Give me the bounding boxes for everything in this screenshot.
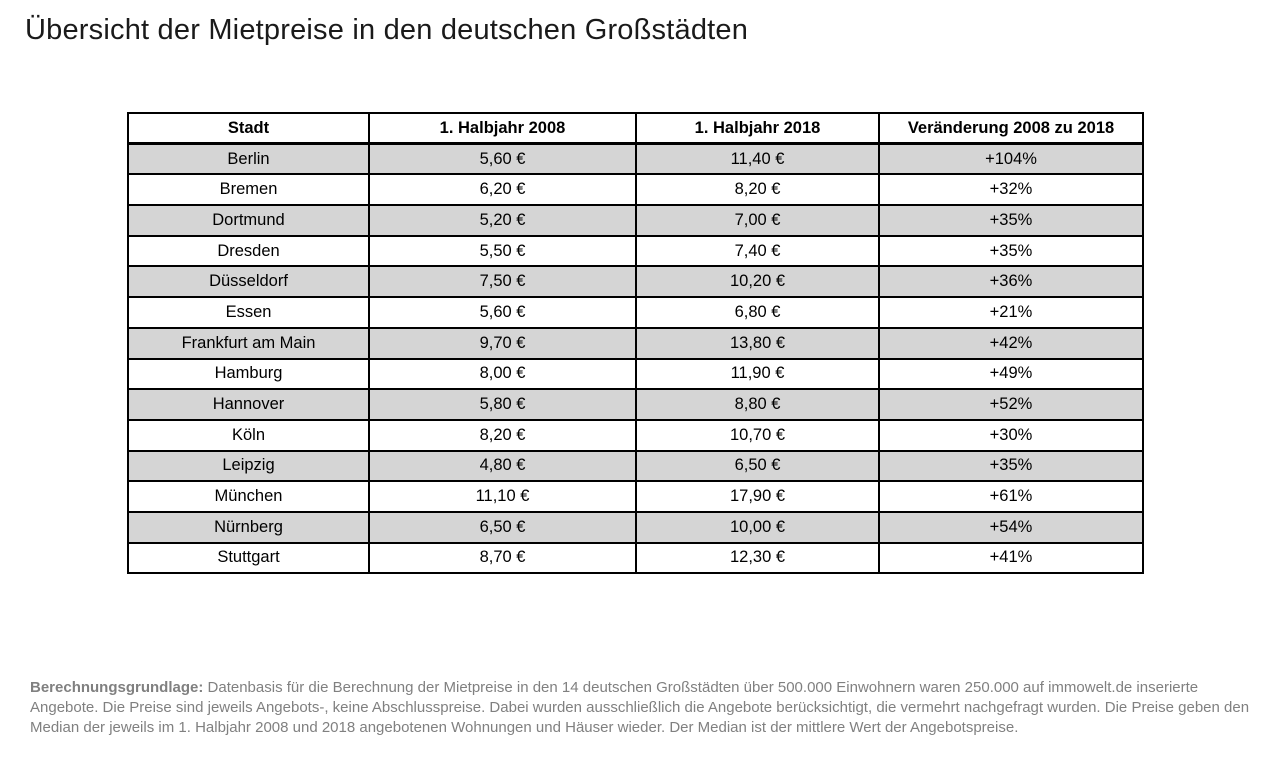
price-2018-cell: 10,70 € xyxy=(636,420,879,451)
price-2018-cell: 8,20 € xyxy=(636,174,879,205)
table-row xyxy=(128,389,1143,420)
table-row xyxy=(128,266,1143,297)
city-cell: Dresden xyxy=(128,236,369,267)
price-2008-cell: 8,00 € xyxy=(369,359,636,390)
table-row xyxy=(128,144,1143,175)
table-header-row xyxy=(128,113,1143,144)
change-cell: +30% xyxy=(879,420,1143,451)
table-row xyxy=(128,512,1143,543)
rent-price-table xyxy=(127,112,1144,574)
price-2008-cell: 5,20 € xyxy=(369,205,636,236)
price-2018-cell: 7,00 € xyxy=(636,205,879,236)
city-cell: Dortmund xyxy=(128,205,369,236)
page-title: Übersicht der Mietpreise in den deutschen Großstädten xyxy=(25,14,749,46)
city-cell: Stuttgart xyxy=(128,543,369,574)
table-body xyxy=(128,144,1143,574)
price-2018-cell: 8,80 € xyxy=(636,389,879,420)
table-row xyxy=(128,297,1143,328)
price-2008-cell: 6,50 € xyxy=(369,512,636,543)
column-header-halbjahr-2008: 1. Halbjahr 2008 xyxy=(369,113,636,144)
city-cell: Düsseldorf xyxy=(128,266,369,297)
footnote-text: Datenbasis für die Berechnung der Mietpreise in den 14 deutschen Großstädten über 500.000 Einwohnern waren 250.000 auf immowelt.de inserierte Angebote. Die Preise sind jeweils Angebots-, keine Abschlusspreise. Dabei wurden ausschließlich die Angebote berücksichtigt, die vermehrt nachgefragt wurden. Die Preise geben den Median der jeweils im 1. Halbjahr 2008 und 2018 angebotenen Wohnungen und Häuser wieder. Der Median ist der mittlere Wert der Angebotspreise. xyxy=(30,679,1250,736)
city-cell: Bremen xyxy=(128,174,369,205)
city-cell: Köln xyxy=(128,420,369,451)
change-cell: +35% xyxy=(879,205,1143,236)
city-cell: München xyxy=(128,481,369,512)
price-2018-cell: 13,80 € xyxy=(636,328,879,359)
change-cell: +104% xyxy=(879,144,1143,175)
change-cell: +52% xyxy=(879,389,1143,420)
price-2008-cell: 7,50 € xyxy=(369,266,636,297)
price-2008-cell: 6,20 € xyxy=(369,174,636,205)
price-2018-cell: 17,90 € xyxy=(636,481,879,512)
price-2018-cell: 11,90 € xyxy=(636,359,879,390)
table-row xyxy=(128,205,1143,236)
price-2008-cell: 9,70 € xyxy=(369,328,636,359)
price-2018-cell: 10,00 € xyxy=(636,512,879,543)
change-cell: +36% xyxy=(879,266,1143,297)
table-row xyxy=(128,328,1143,359)
price-2018-cell: 7,40 € xyxy=(636,236,879,267)
change-cell: +35% xyxy=(879,236,1143,267)
price-2008-cell: 5,60 € xyxy=(369,144,636,175)
table-row xyxy=(128,481,1143,512)
change-cell: +61% xyxy=(879,481,1143,512)
change-cell: +54% xyxy=(879,512,1143,543)
change-cell: +41% xyxy=(879,543,1143,574)
change-cell: +35% xyxy=(879,451,1143,482)
city-cell: Leipzig xyxy=(128,451,369,482)
city-cell: Essen xyxy=(128,297,369,328)
column-header-stadt: Stadt xyxy=(128,113,369,144)
price-2008-cell: 5,60 € xyxy=(369,297,636,328)
change-cell: +32% xyxy=(879,174,1143,205)
city-cell: Hamburg xyxy=(128,359,369,390)
change-cell: +42% xyxy=(879,328,1143,359)
table-row xyxy=(128,543,1143,574)
city-cell: Frankfurt am Main xyxy=(128,328,369,359)
table-row xyxy=(128,236,1143,267)
price-2008-cell: 8,70 € xyxy=(369,543,636,574)
price-2018-cell: 6,50 € xyxy=(636,451,879,482)
price-2018-cell: 6,80 € xyxy=(636,297,879,328)
price-2008-cell: 8,20 € xyxy=(369,420,636,451)
table-header xyxy=(128,113,1143,144)
price-2018-cell: 11,40 € xyxy=(636,144,879,175)
city-cell: Nürnberg xyxy=(128,512,369,543)
column-header-halbjahr-2018: 1. Halbjahr 2018 xyxy=(636,113,879,144)
price-2018-cell: 12,30 € xyxy=(636,543,879,574)
price-2008-cell: 11,10 € xyxy=(369,481,636,512)
price-2008-cell: 5,80 € xyxy=(369,389,636,420)
price-2008-cell: 5,50 € xyxy=(369,236,636,267)
column-header-veraenderung: Veränderung 2008 zu 2018 xyxy=(879,113,1143,144)
table-row xyxy=(128,420,1143,451)
city-cell: Berlin xyxy=(128,144,369,175)
change-cell: +49% xyxy=(879,359,1143,390)
price-2018-cell: 10,20 € xyxy=(636,266,879,297)
table-row xyxy=(128,359,1143,390)
table-row xyxy=(128,174,1143,205)
footnote-label: Berechnungsgrundlage: xyxy=(30,679,204,696)
price-2008-cell: 4,80 € xyxy=(369,451,636,482)
city-cell: Hannover xyxy=(128,389,369,420)
table-row xyxy=(128,451,1143,482)
footnote xyxy=(30,678,1260,738)
change-cell: +21% xyxy=(879,297,1143,328)
